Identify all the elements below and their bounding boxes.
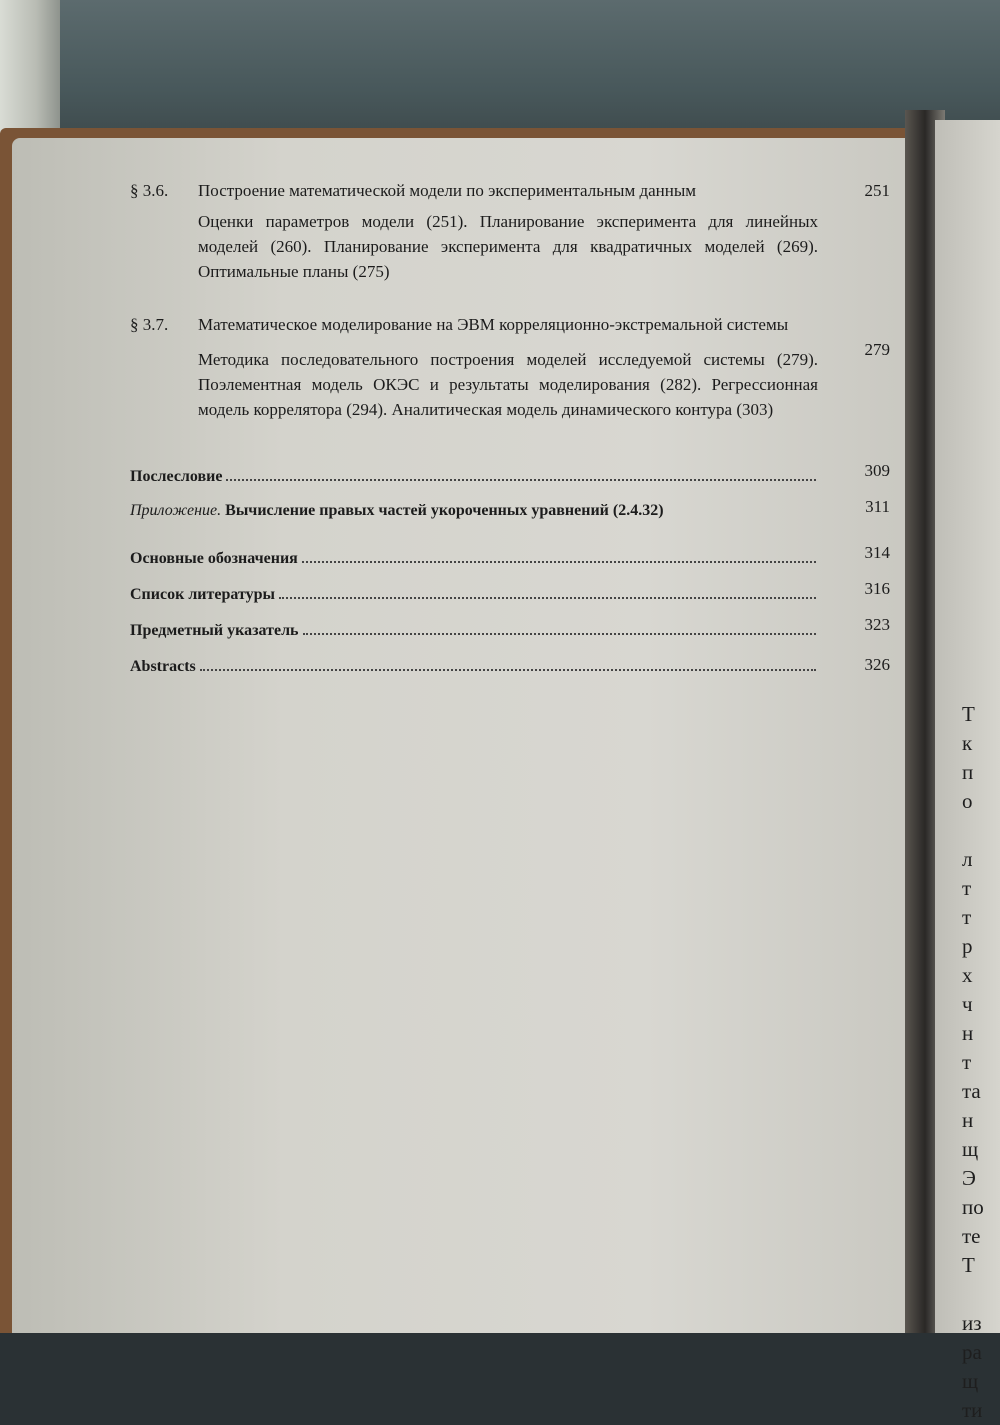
toc-item-appendix <box>130 498 890 522</box>
table-of-contents <box>130 178 890 678</box>
toc-section-3-6 <box>130 178 890 290</box>
toc-item-notation <box>130 543 890 570</box>
section-number: § 3.6. <box>130 181 169 200</box>
right-letter <box>962 1280 1000 1309</box>
toc-item-label: Вычисление правых частей укороченных уравнений (2.4.32) <box>225 502 664 519</box>
toc-item-page-number: 311 <box>865 497 890 516</box>
right-letter: т <box>962 905 972 929</box>
right-letter: ра <box>962 1340 982 1364</box>
right-letter: щ <box>962 1137 979 1161</box>
toc-item-label-italic: Приложение. <box>130 502 222 519</box>
toc-item-label: Список литературы <box>130 586 275 603</box>
leader-dots <box>302 561 816 563</box>
toc-item-abstracts <box>130 654 890 678</box>
section-description: Методика последовательного построения моделей исследуемой системы (279). Поэлементная модель ОКЭС и результаты моделирования (282). Регрессионная модель коррелятора (294). Аналитическая модель динамического контура (303) <box>198 350 818 419</box>
toc-item-page-number: 326 <box>864 655 890 674</box>
right-letter <box>962 816 1000 845</box>
toc-item-label: Послесловие <box>130 468 223 485</box>
right-letter: ч <box>962 992 973 1016</box>
leader-dots <box>226 479 816 481</box>
section-page-number: 251 <box>864 181 890 200</box>
toc-item-references <box>130 579 890 606</box>
leader-dots <box>279 597 816 599</box>
toc-item-label: Предметный указатель <box>130 622 299 639</box>
section-title: Построение математической модели по экспериментальным данным <box>198 181 697 200</box>
right-letter: х <box>962 963 973 987</box>
toc-section-3-7 <box>130 312 890 454</box>
right-letter: Т <box>962 702 975 726</box>
toc-item-afterword <box>130 461 890 488</box>
right-letter: та <box>962 1079 981 1103</box>
right-letter: те <box>962 1224 981 1248</box>
right-letter: т <box>962 1050 972 1074</box>
leader-dots <box>303 633 816 635</box>
toc-item-page-number: 314 <box>864 543 890 562</box>
right-letter: т <box>962 876 972 900</box>
right-letter: о <box>962 789 973 813</box>
toc-item-label: Abstracts <box>130 658 196 675</box>
leader-dots <box>200 669 816 671</box>
right-page-text <box>962 700 1000 1425</box>
right-letter: н <box>962 1021 974 1045</box>
right-letter: р <box>962 934 973 958</box>
toc-item-page-number: 316 <box>864 579 890 598</box>
toc-item-page-number: 323 <box>864 615 890 634</box>
section-title: Математическое моделирование на ЭВМ корреляционно-экстремальной системы <box>198 315 789 334</box>
section-number: § 3.7. <box>130 315 169 334</box>
right-letter: ти <box>962 1398 983 1422</box>
right-letter: л <box>962 847 973 871</box>
right-letter: из <box>962 1311 982 1335</box>
section-page-number: 279 <box>864 340 890 359</box>
toc-item-label: Основные обозначения <box>130 550 298 567</box>
toc-item-subject-index <box>130 615 890 642</box>
right-letter: Э <box>962 1166 976 1190</box>
right-letter: щ <box>962 1369 979 1393</box>
right-letter: Т <box>962 1253 975 1277</box>
right-letter: по <box>962 1195 984 1219</box>
right-letter: п <box>962 760 974 784</box>
toc-item-page-number: 309 <box>864 461 890 480</box>
right-letter: к <box>962 731 973 755</box>
section-description: Оценки параметров модели (251). Планирование эксперимента для линейных моделей (260). Планирование эксперимента для квадратичных моделей (269). Оптимальные планы (275) <box>198 212 818 281</box>
right-letter: н <box>962 1108 974 1132</box>
